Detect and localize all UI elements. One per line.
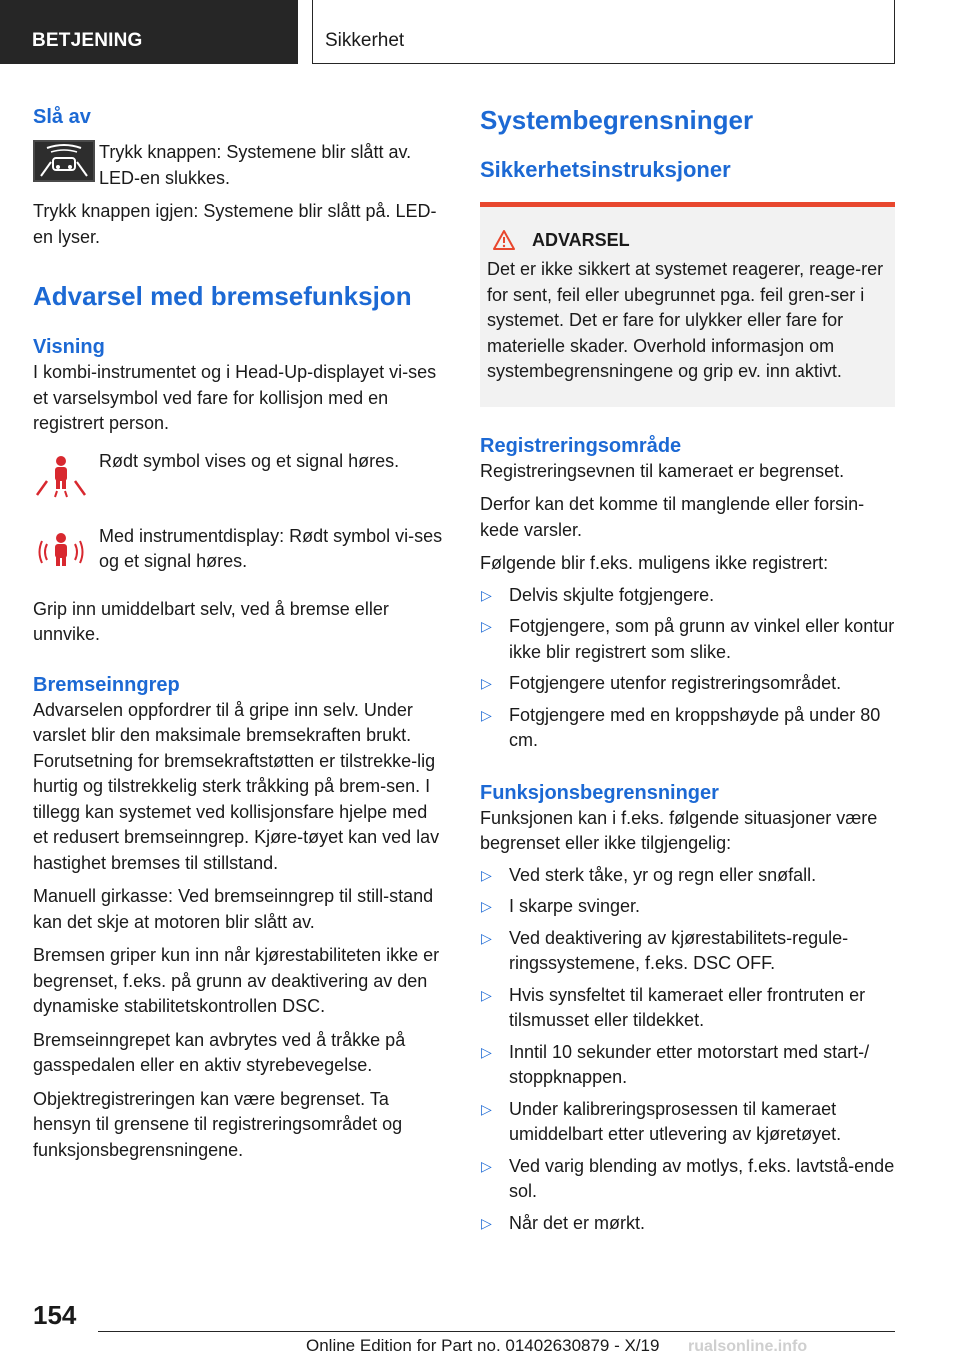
para-reg2: Derfor kan det komme til manglende eller forsin-kede varsler. <box>480 494 865 540</box>
para-funk: Funksjonen kan i f.eks. følgende situasjoner være begrenset eller ikke tilgjengelig: <box>480 807 878 853</box>
triangle-bullet-icon: ▷ <box>481 1157 492 1174</box>
watermark: rualsonline.info <box>688 1338 808 1355</box>
symbol-row-2 <box>33 524 443 579</box>
para-on: Trykk knappen igjen: Systemene blir slått på. LED-en lyser. <box>33 201 437 247</box>
footer-divider <box>98 1331 895 1332</box>
heading-sikkerhet: Sikkerhetsinstruksjoner <box>480 157 731 182</box>
para-b4: Bremseinngrepet kan avbrytes ved å tråkke på gasspedalen eller en aktiv styrebevegelse. <box>33 1029 406 1075</box>
triangle-bullet-icon: ▷ <box>481 898 492 914</box>
warning-box <box>480 202 895 407</box>
warning-triangle-icon <box>492 229 516 251</box>
list-item: ▷ Fotgjengere med en kroppshøyde på under 80 cm. <box>481 704 881 750</box>
page-number: 154 <box>33 1300 77 1330</box>
pedestrian-warning-icon <box>33 449 89 499</box>
header-chapter: Sikkerhet <box>312 0 895 64</box>
list-item: ▷ Ved sterk tåke, yr og regn eller snøfall. <box>480 863 895 889</box>
list-item: ▷ Hvis synsfeltet til kameraet eller frontruten er tilsmusset eller tildekket. <box>481 984 866 1030</box>
collision-warning-button-icon <box>33 140 95 182</box>
triangle-bullet-icon: ▷ <box>481 675 492 691</box>
heading-advarsel: Advarsel med bremsefunksjon <box>33 281 412 311</box>
funk-list <box>480 863 895 1237</box>
left-column <box>33 104 443 1163</box>
triangle-bullet-icon: ▷ <box>481 618 492 634</box>
para-b3: Bremsen griper kun inn når kjørestabiliteten ikke er begrenset, f.eks. på grunn av deaktivering av den dynamiske stabilitetskontrollen DSC. <box>33 945 440 1016</box>
para-reg3: Følgende blir f.eks. muligens ikke registrert: <box>480 553 829 573</box>
list-item: ▷ Ved deaktivering av kjørestabilitets-regule-ringssystemene, f.eks. DSC OFF. <box>481 927 849 973</box>
symbol-2-box <box>33 524 99 579</box>
heading-visning: Visning <box>33 336 105 358</box>
triangle-bullet-icon: ▷ <box>481 1043 492 1060</box>
list-item: ▷ Under kalibreringsprosessen til kameraet umiddelbart etter utlevering av kjøretøyet. <box>481 1098 842 1144</box>
button-text: Trykk knappen: Systemene blir slått av. LED-en slukkes. <box>99 142 412 188</box>
header-section: BETJENING <box>0 0 298 64</box>
footer-edition: Online Edition for Part no. 01402630879 - X/19 <box>306 1336 660 1355</box>
symbol-2-text: Med instrumentdisplay: Rødt symbol vi-ses og et signal høres. <box>99 525 443 571</box>
button-image <box>33 140 99 187</box>
triangle-bullet-icon: ▷ <box>481 1214 492 1231</box>
symbol-1-box <box>33 449 99 504</box>
triangle-bullet-icon: ▷ <box>481 866 492 883</box>
list-item: ▷ Fotgjengere, som på grunn av vinkel eller kontur ikke blir registrert som slike. <box>481 616 895 662</box>
heading-funksjon: Funksjonsbegrensninger <box>480 781 719 804</box>
warning-title-row <box>487 229 887 251</box>
triangle-bullet-icon: ▷ <box>481 1100 492 1117</box>
button-row <box>33 140 443 191</box>
list-item: ▷ Inntil 10 sekunder etter motorstart med start-/ stoppknappen. <box>481 1041 870 1087</box>
heading-sla-av: Slå av <box>33 106 91 128</box>
triangle-bullet-icon: ▷ <box>481 986 492 1003</box>
heading-system: Systembegrensninger <box>480 105 754 135</box>
list-item: ▷ Delvis skjulte fotgjengere. <box>480 583 895 609</box>
pedestrian-sound-icon <box>33 524 89 574</box>
heading-bremse: Bremseinngrep <box>33 673 180 696</box>
para-b1: Advarselen oppfordrer til å gripe inn selv. Under varslet blir den maksimale bremsekraften brukt. Forutsetning for bremsekraftstøtten er tilstrekke-lig hurtig og tilstrekkelig sterk tråkking på brem-sen. I tillegg kan systemet ved kollisjonsfare hjelpe med et redusert bremseinngrep. Kjøre-tøyet kan ved lav hastighet bremses til stillstand. <box>33 699 440 873</box>
list-item: ▷ I skarpe svinger. <box>480 894 895 920</box>
symbol-1-text: Rødt symbol vises og et signal høres. <box>99 450 400 471</box>
reg-list <box>480 583 895 754</box>
list-item: ▷ Fotgjengere utenfor registreringsområdet. <box>480 671 895 697</box>
triangle-bullet-icon: ▷ <box>481 706 492 723</box>
para-b2: Manuell girkasse: Ved bremseinngrep til still-stand kan det skje at motoren blir slått av. <box>33 886 434 932</box>
warning-title: ADVARSEL <box>532 229 630 250</box>
triangle-bullet-icon: ▷ <box>481 586 492 603</box>
symbol-row-1 <box>33 449 443 504</box>
triangle-bullet-icon: ▷ <box>481 929 492 946</box>
right-column <box>480 104 895 1236</box>
para-grip: Grip inn umiddelbart selv, ved å bremse eller unnvike. <box>33 598 389 644</box>
list-item: ▷ Når det er mørkt. <box>480 1211 895 1237</box>
para-visning: I kombi-instrumentet og i Head-Up-displayet vi-ses et varselsymbol ved fare for kollisjon med en registrert person. <box>33 362 437 433</box>
heading-registrering: Registreringsområde <box>480 434 682 457</box>
para-reg1: Registreringsevnen til kameraet er begrenset. <box>480 460 845 481</box>
para-b5: Objektregistreringen kan være begrenset. Ta hensyn til grensene til registreringsområdet og funksjonsbegrensningene. <box>33 1088 403 1160</box>
list-item: ▷ Ved varig blending av motlys, f.eks. lavtstå-ende sol. <box>481 1155 895 1201</box>
warning-text: Det er ikke sikkert at systemet reagerer, reage-rer for sent, feil eller ubegrunnet pga. feil gren-ser i systemet. Det er fare for ulykker eller fare for materielle skader. Overhold informasjon om systembegrensningene og grip ev. inn aktivt. <box>487 259 884 381</box>
